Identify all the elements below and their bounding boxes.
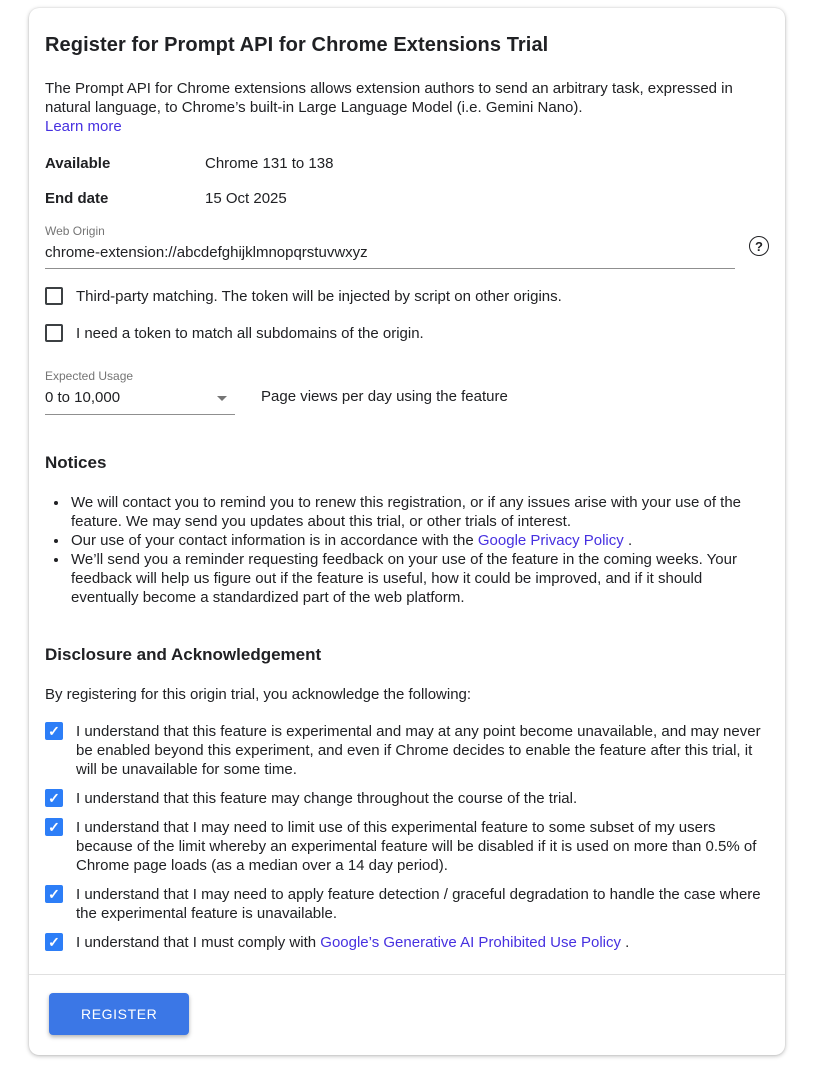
available-value: Chrome 131 to 138 — [205, 155, 334, 172]
page-title: Register for Prompt API for Chrome Extensions Trial — [45, 34, 549, 56]
notices-heading: Notices — [45, 453, 107, 472]
notice-text: We’ll send you a reminder requesting feedback on your use of the feature in the coming weeks. Your feedback will help us figure out if the feature is useful, how it could be improved, and if it should eventually become a standardized part of the web platform. — [71, 551, 737, 606]
expected-usage-block — [45, 369, 769, 415]
end-date-label: End date — [45, 190, 109, 207]
detail-row-end-date — [45, 189, 769, 208]
expected-usage-value: 0 to 10,000 — [45, 389, 121, 406]
chevron-down-icon — [217, 396, 227, 401]
notice-text: . — [623, 532, 633, 549]
ack-may-change-checkbox[interactable]: ✓ — [45, 789, 63, 807]
ack-ai-policy-label — [76, 933, 629, 952]
ack-experimental-label: I understand that this feature is experimental and may at any point become unavailable, and may never be enabled beyond this experiment, and even if Chrome decides to enable the feature after this trial, it will be unavailable for some time. — [76, 723, 761, 778]
detail-row-available — [45, 154, 769, 173]
ack-item-experimental[interactable] — [45, 722, 769, 779]
trial-details — [45, 154, 769, 208]
available-label: Available — [45, 155, 111, 172]
web-origin-label: Web Origin — [45, 224, 105, 238]
notice-item — [69, 531, 769, 550]
subdomain-matching-label: I need a token to match all subdomains of the origin. — [76, 325, 424, 342]
expected-usage-hint: Page views per day using the feature — [261, 388, 508, 405]
ack-ai-policy-checkbox[interactable]: ✓ — [45, 933, 63, 951]
ack-feature-detection-label: I understand that I may need to apply feature detection / graceful degradation to handle the case where the experimental feature is unavailable. — [76, 886, 761, 922]
disclosure-heading: Disclosure and Acknowledgement — [45, 645, 322, 664]
notice-text: We will contact you to remind you to renew this registration, or if any issues arise with your use of the feature. We may send you updates about this trial, or other trials of interest. — [71, 494, 742, 530]
notice-item — [69, 493, 769, 531]
registration-card — [29, 8, 785, 1055]
subdomain-matching-option[interactable] — [45, 324, 769, 343]
expected-usage-select[interactable] — [45, 387, 235, 415]
notices-list — [69, 493, 769, 607]
third-party-matching-checkbox[interactable] — [45, 287, 63, 305]
expected-usage-label: Expected Usage — [45, 369, 134, 383]
notice-item — [69, 550, 769, 607]
ack-may-change-label: I understand that this feature may change throughout the course of the trial. — [76, 790, 578, 807]
ack-usage-limit-checkbox[interactable]: ✓ — [45, 818, 63, 836]
web-origin-field — [45, 224, 735, 269]
learn-more-link[interactable]: Learn more — [45, 118, 122, 135]
google-privacy-policy-link[interactable]: Google Privacy Policy — [477, 532, 624, 549]
generative-ai-policy-link[interactable]: Google’s Generative AI Prohibited Use Policy — [320, 934, 621, 951]
end-date-value: 15 Oct 2025 — [205, 190, 287, 207]
ack-item-ai-policy[interactable] — [45, 933, 769, 952]
third-party-matching-label: Third-party matching. The token will be injected by script on other origins. — [76, 288, 562, 305]
web-origin-row — [45, 224, 769, 269]
web-origin-input[interactable] — [45, 242, 735, 269]
notice-text: Our use of your contact information is in accordance with the — [71, 532, 478, 549]
ack-item-may-change[interactable] — [45, 789, 769, 808]
ack-feature-detection-checkbox[interactable]: ✓ — [45, 885, 63, 903]
disclosure-intro: By registering for this origin trial, you acknowledge the following: — [45, 686, 472, 703]
trial-description: The Prompt API for Chrome extensions allows extension authors to send an arbitrary task, expressed in natural language, to Chrome’s built-in Large Language Model (i.e. Gemini Nano). — [45, 80, 733, 116]
ack-item-usage-limit[interactable] — [45, 818, 769, 875]
ack-item-feature-detection[interactable] — [45, 885, 769, 923]
ack-usage-limit-label: I understand that I may need to limit use of this experimental feature to some subset of my users because of the limit whereby an experimental feature will be disabled if it is used on more than 0.5% of Chrome page loads (as a median over a 14 day period). — [76, 819, 757, 874]
help-icon[interactable]: ? — [749, 236, 769, 256]
subdomain-matching-checkbox[interactable] — [45, 324, 63, 342]
register-button[interactable]: REGISTER — [49, 993, 189, 1035]
ack-text: I understand that I must comply with — [76, 934, 321, 951]
third-party-matching-option[interactable] — [45, 287, 769, 306]
ack-experimental-checkbox[interactable]: ✓ — [45, 722, 63, 740]
card-footer — [29, 974, 785, 1055]
ack-text: . — [621, 934, 630, 951]
